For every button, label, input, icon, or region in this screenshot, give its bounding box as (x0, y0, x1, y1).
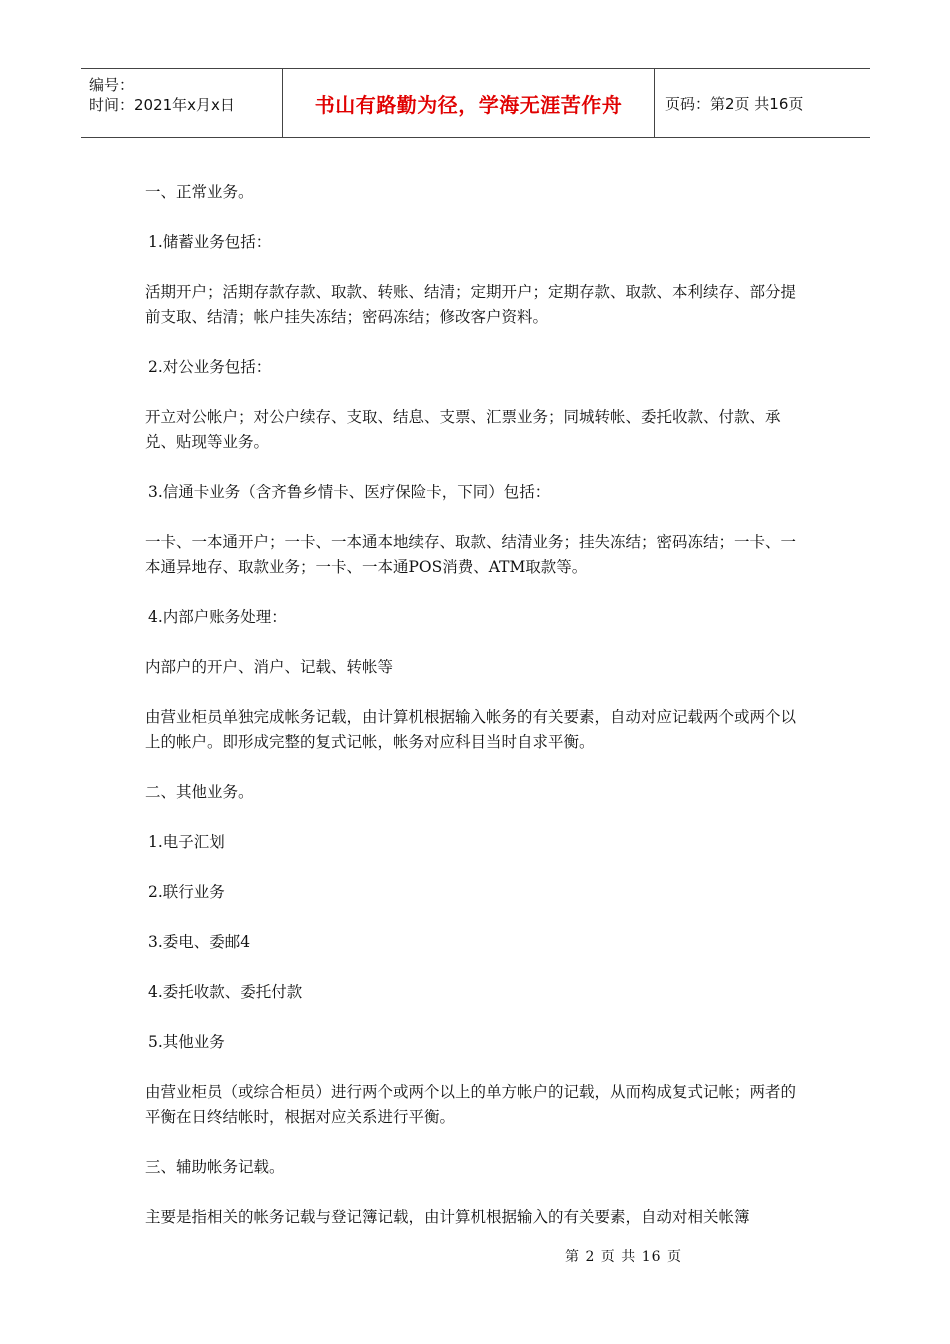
header-page-number: 页码：第2页 共16页 (665, 94, 804, 113)
section-heading-3: 三、辅助帐务记载。 (145, 1158, 285, 1176)
paragraph-teller-combined: 由营业柜员（或综合柜员）进行两个或两个以上的单方帐户的记载，从而构成复式记帐；两者的平衡在日终结帐时，根据对应关系进行平衡。 (145, 1083, 797, 1126)
list-item-4: 4.委托收款、委托付款 (148, 983, 303, 1001)
subheading-corporate: 2.对公业务包括： (148, 358, 272, 376)
list-item-2: 2.联行业务 (148, 883, 225, 901)
page-footer: 第 2 页 共 16 页 (565, 1249, 682, 1265)
paragraph-savings: 活期开户；活期存款存款、取款、转账、结清；定期开户；定期存款、取款、本利续存、部分提前支取、结清；帐户挂失冻结；密码冻结；修改客户资料。 (145, 283, 797, 326)
list-item-3: 3.委电、委邮4 (148, 933, 251, 951)
header-meta (81, 69, 282, 137)
paragraph-corporate: 开立对公帐户；对公户续存、支取、结息、支票、汇票业务；同城转帐、委托收款、付款、承兑、贴现等业务。 (145, 408, 781, 451)
list-item-5: 5.其他业务 (148, 1033, 225, 1051)
document-date: 时间：2021年x月x日 (89, 96, 235, 114)
document-number-label: 编号： (89, 76, 135, 94)
header-motto-cell (282, 69, 655, 137)
header-motto: 书山有路勤为径，学海无涯苦作舟 (314, 92, 623, 117)
subheading-internal: 4.内部户账务处理： (148, 608, 287, 626)
document-body (145, 180, 810, 1230)
paragraph-teller-single: 由营业柜员单独完成帐务记载，由计算机根据输入帐务的有关要素，自动对应记载两个或两个以上的帐户。即形成完整的复式记帐，帐务对应科目当时自求平衡。 (145, 708, 797, 751)
paragraph-auxiliary: 主要是指相关的帐务记载与登记簿记载，由计算机根据输入的有关要素，自动对相关帐簿 (145, 1208, 750, 1226)
subheading-card: 3.信通卡业务（含齐鲁乡情卡、医疗保险卡，下同）包括： (148, 483, 551, 501)
paragraph-internal: 内部户的开户、消户、记载、转帐等 (145, 658, 394, 676)
subheading-savings: 1.储蓄业务包括： (148, 233, 272, 251)
list-item-1: 1.电子汇划 (148, 833, 225, 851)
header-page-cell (655, 69, 870, 137)
paragraph-card: 一卡、一本通开户；一卡、一本通本地续存、取款、结清业务；挂失冻结；密码冻结；一卡、一本通异地存、取款业务；一卡、一本通POS消费、ATM取款等。 (145, 533, 797, 576)
page-header (81, 68, 870, 138)
section-heading-2: 二、其他业务。 (145, 783, 254, 801)
section-heading-1: 一、正常业务。 (145, 183, 254, 201)
